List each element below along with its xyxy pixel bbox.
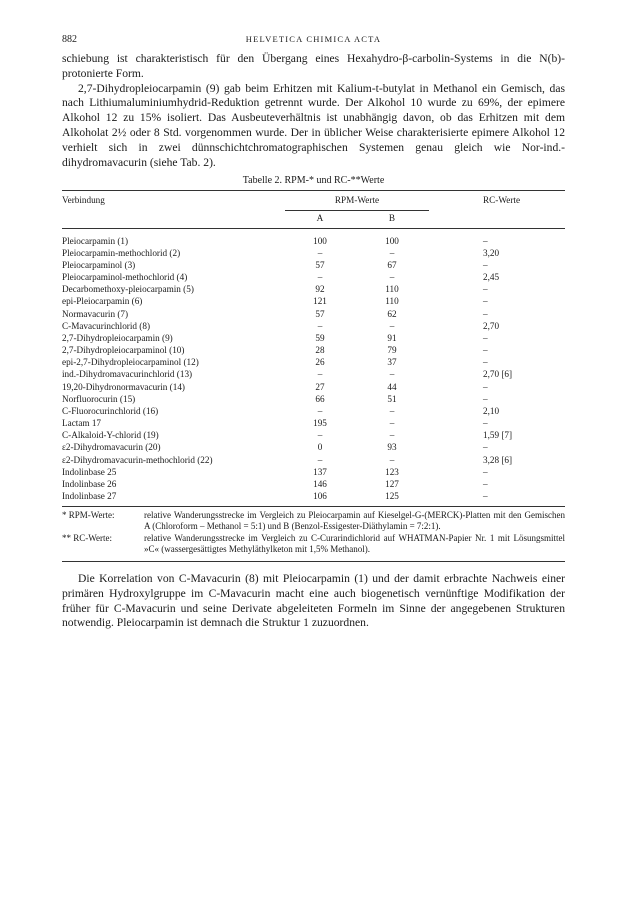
cell-rpm-a: 59 bbox=[315, 332, 325, 343]
cell-compound: C-Alkaloid-Y-chlorid (19) bbox=[62, 430, 159, 441]
cell-compound: epi-Pleiocarpamin (6) bbox=[62, 296, 143, 307]
cell-compound: Normavacurin (7) bbox=[62, 308, 129, 319]
cell-rpm-a: – bbox=[317, 369, 323, 380]
footnote-rpm bbox=[62, 510, 565, 532]
cell-rpm-b: – bbox=[389, 418, 395, 429]
cell-rpm-b: 110 bbox=[385, 296, 399, 307]
cell-rpm-a: 57 bbox=[315, 308, 325, 319]
cell-rpm-b: 123 bbox=[385, 466, 399, 477]
cell-compound: ind.-Dihydromavacurinchlorid (13) bbox=[62, 369, 193, 380]
cell-rc: 2,10 bbox=[483, 405, 500, 416]
footnote-mark: * RPM-Werte: bbox=[62, 510, 115, 521]
column-header-rc: RC-Werte bbox=[429, 191, 565, 228]
table-row bbox=[62, 454, 565, 466]
table-row bbox=[62, 228, 565, 247]
table-row bbox=[62, 356, 565, 368]
cell-rpm-a: – bbox=[317, 405, 323, 416]
cell-rc: 2,45 bbox=[483, 272, 500, 283]
cell-rc: – bbox=[483, 308, 488, 319]
cell-rc: – bbox=[483, 357, 488, 368]
column-header-b: B bbox=[355, 210, 429, 228]
table-row bbox=[62, 405, 565, 417]
cell-rc: – bbox=[483, 442, 488, 453]
table-row bbox=[62, 283, 565, 295]
cell-rpm-b: 79 bbox=[387, 345, 397, 356]
cell-compound: Indolinbase 25 bbox=[62, 466, 117, 477]
cell-rpm-a: 28 bbox=[315, 345, 325, 356]
cell-rpm-b: 125 bbox=[355, 490, 429, 507]
cell-rc: – bbox=[483, 418, 488, 429]
cell-compound: Pleiocarpamin (1) bbox=[62, 235, 129, 246]
cell-rpm-b: – bbox=[389, 369, 395, 380]
table-row bbox=[62, 429, 565, 441]
table-row bbox=[62, 271, 565, 283]
cell-rpm-a: 26 bbox=[315, 357, 325, 368]
cell-rpm-a: 195 bbox=[313, 418, 327, 429]
cell-rc: – bbox=[483, 332, 488, 343]
table-caption: Tabelle 2. RPM-* und RC-**Werte bbox=[242, 175, 385, 187]
cell-rpm-b: – bbox=[389, 430, 395, 441]
table-row bbox=[62, 441, 565, 453]
cell-compound: 2,7-Dihydropleiocarpaminol (10) bbox=[62, 345, 185, 356]
table-row bbox=[62, 490, 565, 507]
cell-rc: – bbox=[483, 393, 488, 404]
table-row bbox=[62, 247, 565, 259]
page-header bbox=[62, 34, 565, 48]
data-table bbox=[62, 190, 565, 507]
cell-rpm-b: – bbox=[389, 272, 395, 283]
column-header-rpm: RPM-Werte bbox=[285, 191, 429, 210]
cell-rpm-b: 37 bbox=[387, 357, 397, 368]
cell-compound: Indolinbase 27 bbox=[62, 490, 285, 507]
cell-rpm-b: – bbox=[389, 405, 395, 416]
cell-compound: epi-2,7-Dihydropleiocarpaminol (12) bbox=[62, 357, 199, 368]
footnote-text: relative Wanderungsstrecke im Vergleich zu Pleiocarpamin auf Kieselgel-G-(MERCK)-Platten mit den Gemischen A (Chloroform – Methanol = 5:1) und B (Benzol-Essigester-Diäthylamin = 7:2:1). bbox=[144, 510, 565, 532]
cell-rpm-a: – bbox=[317, 430, 323, 441]
cell-compound: Pleiocarpaminol (3) bbox=[62, 260, 136, 270]
cell-rpm-b: 62 bbox=[387, 308, 397, 319]
cell-rc: – bbox=[483, 381, 488, 392]
cell-compound: Pleiocarpamin-methochlorid (2) bbox=[62, 247, 181, 258]
cell-compound: Norfluorocurin (15) bbox=[62, 393, 136, 404]
paragraph-1: schiebung ist charakteristisch für den Übergang eines Hexahydro-β-carbolin-Systems in die N(b)-protonierte Form. bbox=[62, 52, 565, 80]
cell-rpm-a: 106 bbox=[285, 490, 355, 507]
cell-rc: – bbox=[483, 260, 488, 270]
cell-rpm-a: 137 bbox=[313, 466, 327, 477]
paragraph-3: Die Korrelation von C-Mavacurin (8) mit Pleiocarpamin (1) und der damit erbrachte Nachweis einer primären Hydroxylgruppe im C-Mavacurin macht eine auch biogenetisch vernünftige Modifikation der früher für C-Mavacurin und seine Derivate abgeleiteten Formeln im Sinne der angegebenen Strukturen notwendig. Pleiocarpamin ist demnach die Struktur 1 zuzuordnen. bbox=[62, 571, 565, 630]
table-row bbox=[62, 344, 565, 356]
cell-rpm-a: 27 bbox=[315, 381, 325, 392]
cell-compound: ε2-Dihydromavacurin-methochlorid (22) bbox=[62, 454, 213, 465]
cell-rpm-b: 67 bbox=[387, 260, 397, 270]
paragraph-2: 2,7-Dihydropleiocarpamin (9) gab beim Erhitzen mit Kalium-t-butylat in Methanol ein Gemisch, das nach Lithiumaluminiumhydrid-Reduktion getrennt wurde. Der Alkohol 10 wurde zu 69%, der epimere Alkohol 12 zu 15% isoliert. Das Ausbeuteverhältnis ist unabhängig davon, ob das Erhitzen mit dem Alkoholat 2½ oder 8 Std. vorgenommen wurde. Der in üblicher Weise charakterisierte epimere Alkohol 12 verhielt sich in zwei dünnschichtchromatographischen Systemen genau gleich wie Nor-ind.-dihydromavacurin (siehe Tab. 2). bbox=[62, 81, 565, 169]
cell-rc: – bbox=[429, 490, 565, 507]
cell-rc: – bbox=[483, 345, 488, 356]
column-header-compound: Verbindung bbox=[62, 191, 285, 228]
cell-compound: Decarbomethoxy-pleiocarpamin (5) bbox=[62, 284, 194, 295]
cell-compound: Indolinbase 26 bbox=[62, 478, 117, 489]
table-row bbox=[62, 393, 565, 405]
footnote-rc bbox=[62, 533, 565, 555]
page-number: 882 bbox=[62, 34, 77, 45]
cell-rpm-b: 100 bbox=[385, 235, 399, 246]
table-footnotes bbox=[62, 510, 565, 555]
cell-rc: 2,70 [6] bbox=[483, 369, 513, 380]
cell-rpm-a: – bbox=[317, 454, 323, 465]
cell-rpm-a: – bbox=[317, 320, 323, 331]
cell-rpm-a: 146 bbox=[313, 478, 327, 489]
cell-rpm-b: 51 bbox=[387, 393, 397, 404]
cell-compound: C-Fluorocurinchlorid (16) bbox=[62, 405, 159, 416]
cell-rpm-a: – bbox=[317, 272, 323, 283]
cell-rpm-a: 0 bbox=[317, 442, 323, 453]
cell-rpm-b: – bbox=[389, 247, 395, 258]
cell-rpm-a: 121 bbox=[313, 296, 327, 307]
cell-rpm-a: 57 bbox=[315, 260, 325, 270]
cell-rpm-b: – bbox=[389, 320, 395, 331]
cell-rpm-b: 93 bbox=[387, 442, 397, 453]
page bbox=[62, 34, 565, 631]
cell-rpm-b: 44 bbox=[387, 381, 397, 392]
divider bbox=[62, 561, 565, 562]
cell-compound: Lactam 17 bbox=[62, 418, 102, 429]
cell-rpm-b: – bbox=[389, 454, 395, 465]
table-row bbox=[62, 466, 565, 478]
cell-rc: 1,59 [7] bbox=[483, 430, 513, 441]
cell-rpm-a: 100 bbox=[313, 235, 327, 246]
footnote-mark: ** RC-Werte: bbox=[62, 532, 113, 543]
cell-rc: – bbox=[483, 478, 488, 489]
cell-compound: 2,7-Dihydropleiocarpamin (9) bbox=[62, 332, 173, 343]
cell-rc: – bbox=[483, 296, 488, 307]
table-row bbox=[62, 332, 565, 344]
cell-rpm-b: 110 bbox=[385, 284, 399, 295]
cell-rpm-b: 127 bbox=[385, 478, 399, 489]
table-row bbox=[62, 295, 565, 307]
footnote-text: relative Wanderungsstrecke im Vergleich zu C-Curarindichlorid auf WHATMAN-Papier Nr. 1 mit Lösungsmittel »C« (wassergesättigtes Methyläthylketon mit 1,5% Methanol). bbox=[144, 532, 565, 554]
cell-rpm-a: – bbox=[317, 247, 323, 258]
column-header-a: A bbox=[285, 210, 355, 228]
cell-rpm-b: 91 bbox=[387, 332, 397, 343]
table-row bbox=[62, 417, 565, 429]
cell-compound: C-Mavacurinchlorid (8) bbox=[62, 320, 151, 331]
cell-compound: 19,20-Dihydronormavacurin (14) bbox=[62, 381, 185, 392]
table-row bbox=[62, 368, 565, 380]
journal-title: HELVETICA CHIMICA ACTA bbox=[245, 34, 382, 44]
cell-rc: – bbox=[483, 466, 488, 477]
table-row bbox=[62, 478, 565, 490]
cell-rc: 3,20 bbox=[483, 247, 500, 258]
cell-rc: 2,70 bbox=[483, 320, 500, 331]
cell-compound: Pleiocarpaminol-methochlorid (4) bbox=[62, 272, 188, 283]
cell-rc: – bbox=[483, 284, 488, 295]
cell-compound: ε2-Dihydromavacurin (20) bbox=[62, 442, 161, 453]
table-row bbox=[62, 320, 565, 332]
cell-rc: 3,28 [6] bbox=[483, 454, 513, 465]
cell-rc: – bbox=[483, 235, 488, 246]
table-row bbox=[62, 259, 565, 271]
table-row bbox=[62, 381, 565, 393]
cell-rpm-a: 92 bbox=[315, 284, 325, 295]
cell-rpm-a: 66 bbox=[315, 393, 325, 404]
table-row bbox=[62, 308, 565, 320]
